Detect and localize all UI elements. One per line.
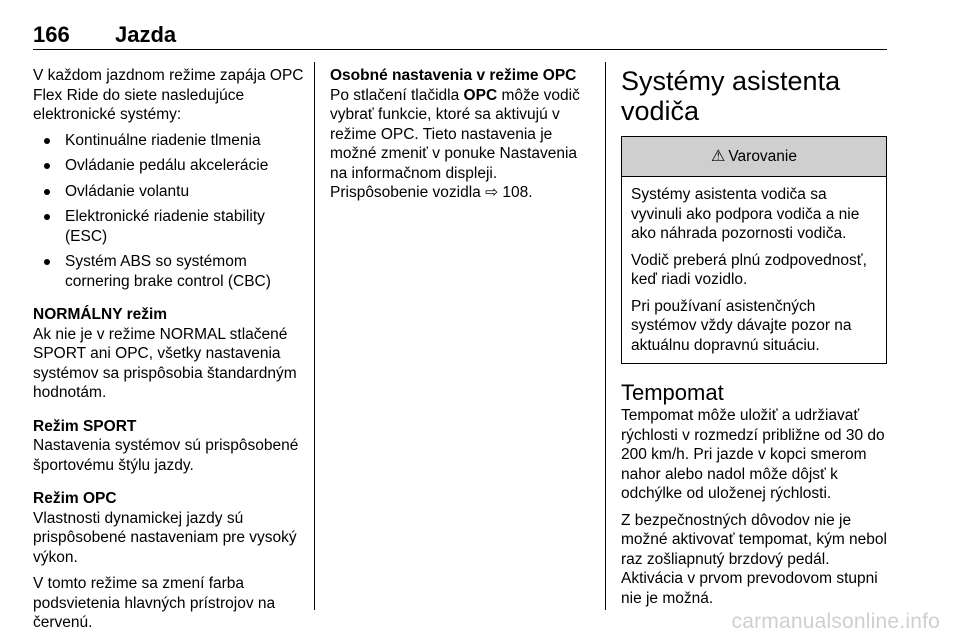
- header-rule: [33, 49, 887, 50]
- cross-reference[interactable]: Prispôsobenie vozidla ⇨ 108.: [330, 184, 533, 201]
- warning-paragraph: Pri používaní asistenčných systémov vždy dávajte pozor na aktuálnu dopravnú situáciu.: [631, 297, 852, 354]
- opc-mode-text-2: V tomto režime sa zmení farba podsvietenia hlavných prístrojov na červenú.: [33, 575, 276, 631]
- bullet-icon: [44, 138, 50, 144]
- section-title: Jazda: [115, 22, 177, 47]
- list-item: Kontinuálne riadenie tlmenia: [33, 131, 308, 151]
- sport-mode-title: Režim SPORT: [33, 417, 137, 435]
- column-1: [33, 66, 308, 633]
- tempomat-paragraph: Tempomat môže uložiť a udržiavať rýchlosti v rozmedzí približne od 30 do 200 km/h. Pri jazde v kopci smerom nahor alebo nadol môže dôjsť k odchýlke od uloženej rýchlosti.: [621, 407, 885, 502]
- bullet-icon: [44, 163, 50, 169]
- warning-body: [622, 177, 886, 363]
- normal-mode-text: Ak nie je v režime NORMAL stlačené SPORT ani OPC, všetky nastavenia systémov sa prispôsobia štandardným hodnotám.: [33, 325, 297, 401]
- section-heading: Systémy asistenta vodiča: [621, 66, 841, 126]
- list-item: Ovládanie volantu: [33, 182, 308, 202]
- opc-mode-text: Vlastnosti dynamickej jazdy sú prispôsobené nastaveniam pre vysoký výkon.: [33, 509, 297, 566]
- bullet-icon: [44, 214, 50, 220]
- column-2: [330, 66, 598, 203]
- tempomat-paragraph-2: Z bezpečnostných dôvodov nie je možné aktivovať tempomat, kým nebol raz zošliapnutý brzdový pedál. Aktivácia v prvom prevodovom stupni nie je možná.: [621, 511, 887, 607]
- watermark: carmanualsonline.info: [731, 610, 940, 633]
- bullet-icon: [44, 259, 50, 265]
- warning-header: [622, 137, 886, 177]
- sport-mode-text: Nastavenia systémov sú prispôsobené športovému štýlu jazdy.: [33, 437, 299, 474]
- opc-settings-text: Po stlačení tlačidla OPC môže vodič vybrať funkcie, ktoré sa aktivujú v režime OPC. Tieto nastavenia je možné zmeniť v ponuke Nastavenia na informačnom displeji.: [330, 86, 580, 182]
- opc-settings-title: Osobné nastavenia v režime OPC: [330, 67, 577, 84]
- bullet-icon: [44, 189, 50, 195]
- list-item: Elektronické riadenie stability (ESC): [33, 207, 308, 246]
- list-item: Ovládanie pedálu akcelerácie: [33, 156, 308, 176]
- column-divider: [314, 62, 315, 610]
- page-number: 166: [33, 22, 70, 47]
- column-3: [621, 66, 887, 608]
- intro-paragraph: V každom jazdnom režime zapája OPC Flex Ride do siete nasledujúce elektronické systémy:: [33, 67, 304, 123]
- opc-mode-title: Režim OPC: [33, 490, 117, 507]
- tempomat-heading: Tempomat: [621, 380, 724, 405]
- warning-paragraph: Vodič preberá plnú zodpovednosť, keď riadi vozidlo.: [631, 251, 867, 288]
- list-item: Systém ABS so systémom cornering brake control (CBC): [33, 252, 308, 291]
- warning-paragraph: Systémy asistenta vodiča sa vyvinuli ako podpora vodiča a nie ako náhrada pozornosti vodiča.: [631, 186, 860, 242]
- normal-mode-title: NORMÁLNY režim: [33, 306, 168, 323]
- column-divider: [605, 62, 606, 610]
- arrow-right-icon: ⇨: [485, 184, 499, 201]
- warning-label: Varovanie: [728, 147, 797, 165]
- bullet-list: [33, 131, 308, 292]
- warning-icon: ⚠: [711, 147, 726, 165]
- warning-box: [621, 136, 887, 364]
- page-header: [33, 22, 887, 50]
